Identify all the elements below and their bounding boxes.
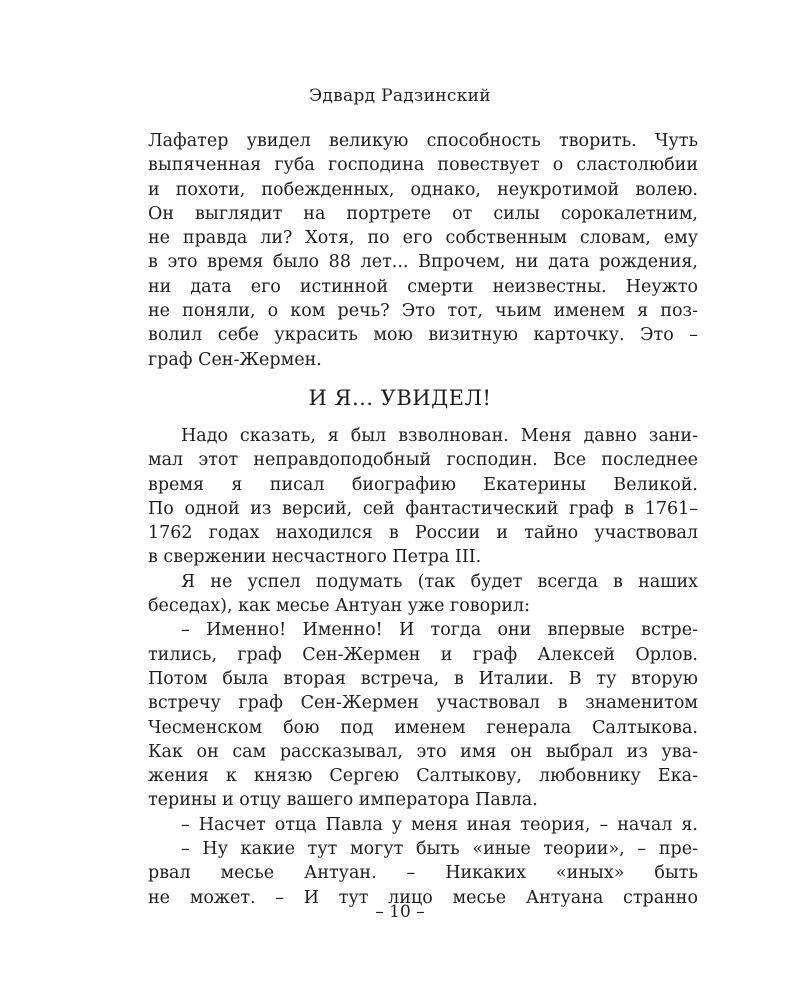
text-line: ни дата его истинной смерти неизвестны. Неужто (148, 276, 698, 297)
text-line: в свержении несчастного Петра III. (148, 547, 482, 568)
text-line: в это время было 88 лет... Впрочем, ни дата рождения, (148, 252, 698, 273)
text-line: Чесменском бою под именем генерала Салтыкова. (148, 717, 698, 738)
paragraph-1 (148, 129, 698, 372)
text-line: жения к князю Сергею Салтыкову, любовнику Ека- (148, 766, 698, 787)
text-line: время я писал биографию Екатерины Великой. (148, 474, 698, 495)
text-line: Потом была вторая встреча, в Италии. В ту вторую (148, 668, 698, 689)
text-line: беседах), как месье Антуан уже говорил: (148, 596, 531, 617)
section-heading: И Я... УВИДЕЛ! (308, 386, 492, 410)
text-line: – Ну какие тут могут быть «иные теории», – пре- (181, 839, 698, 860)
running-head: Эдвард Радзинский (309, 86, 491, 106)
paragraph-3 (148, 570, 698, 619)
text-line: не правда ли? Хотя, по его собственным словам, ему (148, 228, 698, 249)
text-line: граф Сен-Жермен. (148, 349, 322, 370)
body-text (148, 424, 698, 910)
text-line: тились, граф Сен-Жермен и граф Алексей Орлов. (148, 644, 698, 665)
text-line: – Именно! Именно! И тогда они впервые встре- (181, 620, 698, 641)
text-line: Он выглядит на портрете от силы сорокалетним, (148, 203, 698, 224)
text-line: Как он сам рассказывал, это имя он выбрал из ува- (148, 741, 698, 762)
text-line: волил себе украсить мою визитную карточку. Это – (148, 325, 698, 346)
text-line: не может. – И тут лицо месье Антуана странно (148, 887, 698, 908)
text-line: не поняли, о ком речь? Это тот, чьим именем я поз- (148, 301, 698, 322)
text-line: встречу граф Сен-Жермен участвовал в знаменитом (148, 693, 698, 714)
text-line: – Насчет отца Павла у меня иная теория, – начал я. (181, 814, 698, 835)
text-line: выпяченная губа господина повествует о сластолюбии (148, 155, 698, 176)
text-line: Я не успел подумать (так будет всегда в наших (181, 571, 698, 592)
text-line: мал этот неправдоподобный господин. Все последнее (148, 450, 698, 471)
text-line: и похоти, побежденных, однако, неукротимой волею. (148, 179, 698, 200)
paragraph-4 (148, 618, 698, 812)
paragraph-5 (148, 813, 698, 837)
page-number: – 10 – (375, 902, 425, 922)
text-line: Надо сказать, я был взволнован. Меня давно зани- (181, 426, 698, 446)
paragraph-6 (148, 837, 698, 910)
text-line: рвал месье Антуан. – Никаких «иных» быть (148, 863, 698, 884)
text-line: 1762 годах находился в России и тайно участвовал (148, 523, 698, 544)
text-line: Лафатер увидел великую способность творить. Чуть (148, 131, 698, 151)
text-line: терины и отцу вашего императора Павла. (148, 790, 538, 811)
paragraph-2 (148, 424, 698, 570)
text-line: По одной из версий, сей фантастический граф в 1761– (148, 498, 698, 519)
